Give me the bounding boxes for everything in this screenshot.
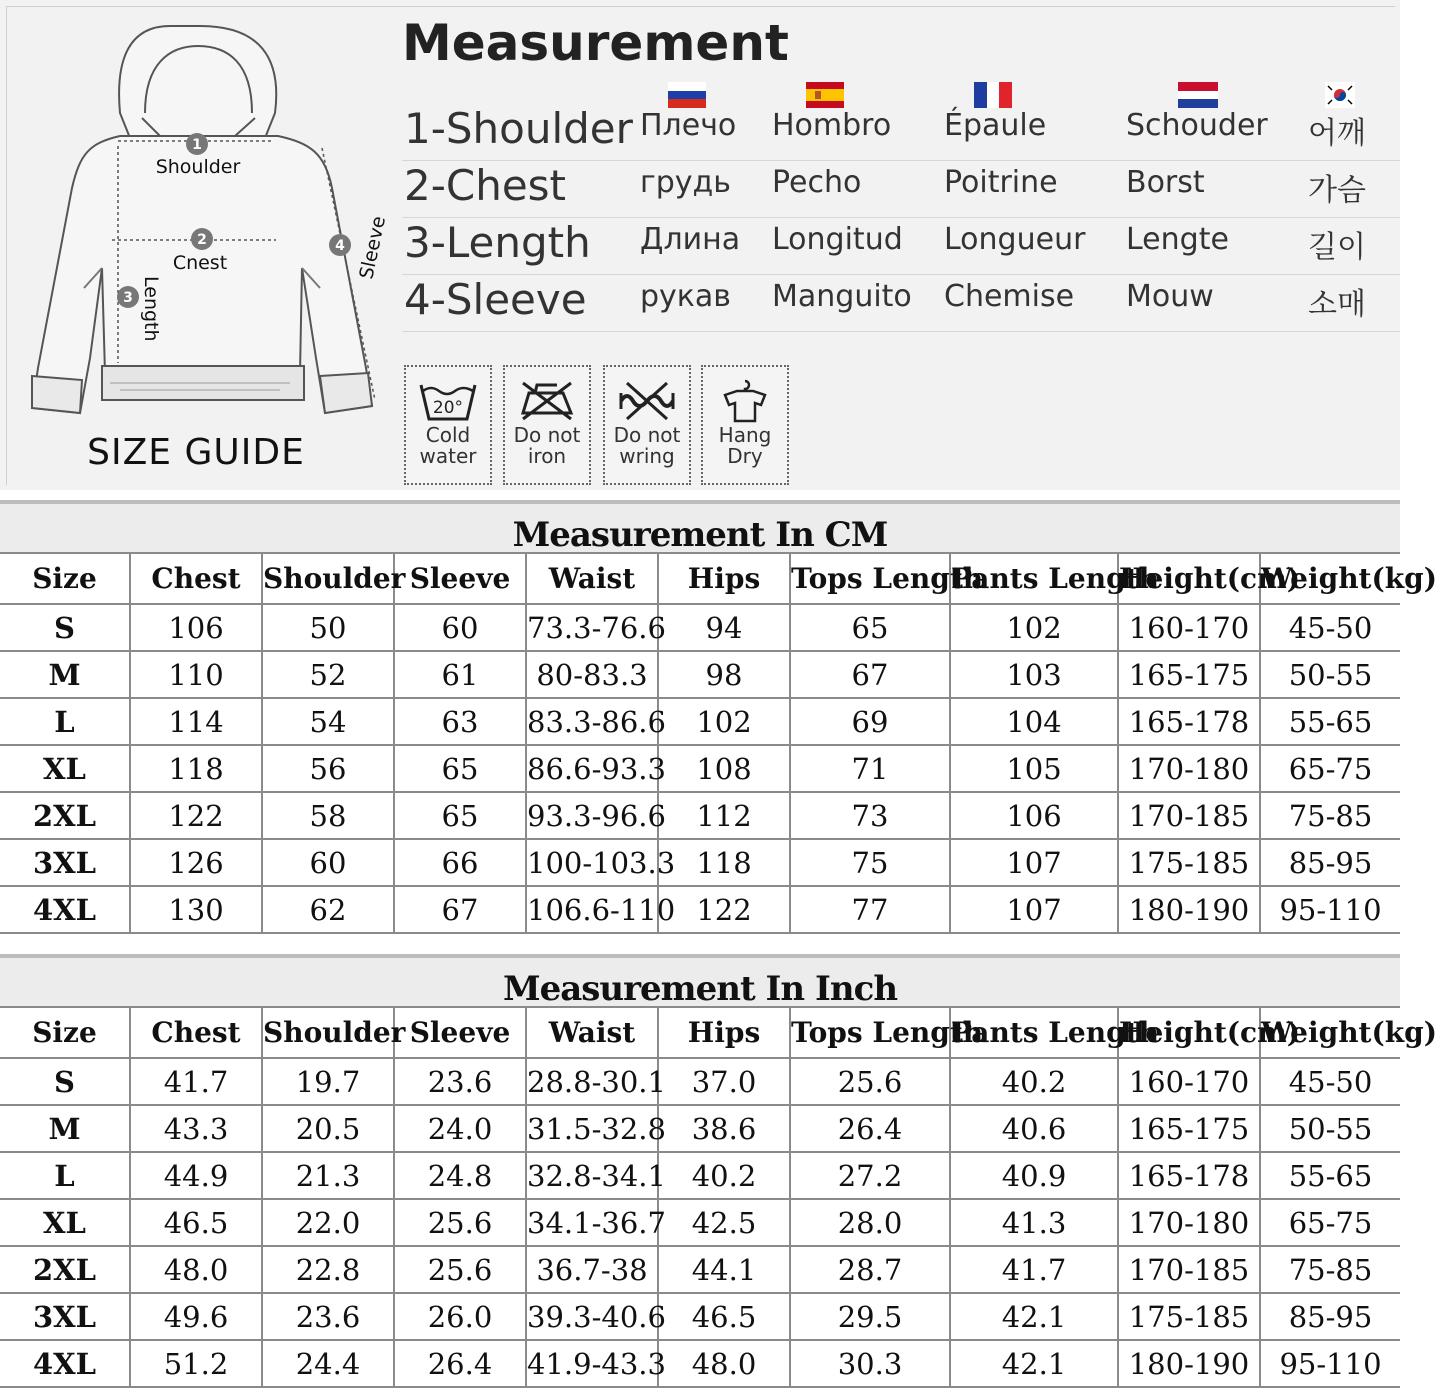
table-cell: 41.3 xyxy=(950,1199,1118,1246)
table-cell: 104 xyxy=(950,698,1118,745)
column-header: Weight(kg) xyxy=(1260,553,1400,604)
table-cell: 21.3 xyxy=(262,1152,394,1199)
table-row xyxy=(0,1105,1400,1152)
table-cell: 44.1 xyxy=(658,1246,790,1293)
table-cell: 67 xyxy=(790,651,950,698)
table-cell: 102 xyxy=(658,698,790,745)
table-cell: 75 xyxy=(790,839,950,886)
term-fr: Épaule xyxy=(944,108,1047,143)
table-cell: 122 xyxy=(130,792,262,839)
table-cell: 108 xyxy=(658,745,790,792)
size-cell: S xyxy=(0,604,130,651)
table-cell: 25.6 xyxy=(394,1246,526,1293)
care-label-line2: water xyxy=(419,444,477,468)
table-cell: 41.9-43.3 xyxy=(526,1340,658,1387)
diagram-number-1: 1 xyxy=(192,137,202,153)
table-cell: 122 xyxy=(658,886,790,933)
term-ru: Длина xyxy=(640,222,741,257)
table-cell: 105 xyxy=(950,745,1118,792)
inch-size-table xyxy=(0,954,1437,1388)
term-ru: грудь xyxy=(640,165,731,200)
table-row xyxy=(0,604,1400,651)
column-header: Size xyxy=(0,553,130,604)
table-cell: 40.6 xyxy=(950,1105,1118,1152)
hoodie-diagram xyxy=(20,18,390,428)
term-ko: 소매 xyxy=(1308,287,1366,322)
table-cell: 30.3 xyxy=(790,1340,950,1387)
table-cell: 52 xyxy=(262,651,394,698)
diagram-label-shoulder: Shoulder xyxy=(155,156,241,178)
term-ru: рукав xyxy=(640,279,731,314)
care-hang-dry xyxy=(701,365,789,485)
column-header: Hips xyxy=(658,1007,790,1058)
table-cell: 32.8-34.1 xyxy=(526,1152,658,1199)
term-ko: 길이 xyxy=(1308,230,1366,265)
table-cell: 58 xyxy=(262,792,394,839)
term-en: 3-Length xyxy=(404,218,591,267)
wash-20-icon xyxy=(417,379,479,423)
column-header: Waist xyxy=(526,1007,658,1058)
table-cell: 63 xyxy=(394,698,526,745)
table-cell: 38.6 xyxy=(658,1105,790,1152)
care-label-line1: Do not xyxy=(613,423,681,447)
term-row xyxy=(402,104,1400,161)
table-cell: 165-178 xyxy=(1118,698,1260,745)
size-cell: 2XL xyxy=(0,792,130,839)
table-cell: 65 xyxy=(394,792,526,839)
term-en: 1-Shoulder xyxy=(404,104,633,153)
table-cell: 25.6 xyxy=(394,1199,526,1246)
table-cell: 65-75 xyxy=(1260,1199,1400,1246)
table-cell: 118 xyxy=(658,839,790,886)
term-row xyxy=(402,161,1400,218)
table-cell: 20.5 xyxy=(262,1105,394,1152)
table-cell: 22.0 xyxy=(262,1199,394,1246)
term-fr: Poitrine xyxy=(944,165,1058,200)
table-cell: 160-170 xyxy=(1118,604,1260,651)
table-cell: 56 xyxy=(262,745,394,792)
diagram-number-3: 3 xyxy=(123,290,133,306)
table-cell: 170-180 xyxy=(1118,1199,1260,1246)
size-cell: 4XL xyxy=(0,886,130,933)
column-header: Waist xyxy=(526,553,658,604)
diagram-number-4: 4 xyxy=(335,238,345,254)
table-cell: 42.5 xyxy=(658,1199,790,1246)
table-cell: 22.8 xyxy=(262,1246,394,1293)
column-header: Weight(kg) xyxy=(1260,1007,1400,1058)
care-cold-water xyxy=(404,365,492,485)
table-cell: 71 xyxy=(790,745,950,792)
table-cell: 54 xyxy=(262,698,394,745)
table-cell: 23.6 xyxy=(262,1293,394,1340)
table-cell: 50-55 xyxy=(1260,651,1400,698)
table-cell: 110 xyxy=(130,651,262,698)
table-cell: 106 xyxy=(950,792,1118,839)
column-header: Chest xyxy=(130,553,262,604)
table-cell: 98 xyxy=(658,651,790,698)
table-cell: 67 xyxy=(394,886,526,933)
column-header: Shoulder xyxy=(262,1007,394,1058)
table-row xyxy=(0,745,1400,792)
term-en: 2-Chest xyxy=(404,161,567,210)
table-cell: 118 xyxy=(130,745,262,792)
table-cell: 41.7 xyxy=(950,1246,1118,1293)
table-cell: 42.1 xyxy=(950,1340,1118,1387)
table-row xyxy=(0,698,1400,745)
table-row xyxy=(0,651,1400,698)
table-cell: 106 xyxy=(130,604,262,651)
table-cell: 36.7-38 xyxy=(526,1246,658,1293)
care-label-line1: Cold xyxy=(425,423,471,447)
table-cell: 44.9 xyxy=(130,1152,262,1199)
care-label-line1: Hang xyxy=(718,423,772,447)
table-row xyxy=(0,792,1400,839)
column-header: Tops Length xyxy=(790,1007,950,1058)
term-ko: 어깨 xyxy=(1308,116,1366,151)
term-en: 4-Sleeve xyxy=(404,275,587,324)
table-cell: 165-175 xyxy=(1118,1105,1260,1152)
table-cell: 48.0 xyxy=(658,1340,790,1387)
diagram-label-chest: Cnest xyxy=(172,252,228,274)
table-cell: 28.7 xyxy=(790,1246,950,1293)
table-cell: 73 xyxy=(790,792,950,839)
table-cell: 46.5 xyxy=(658,1293,790,1340)
table-cell: 94 xyxy=(658,604,790,651)
table-cell: 40.2 xyxy=(950,1058,1118,1105)
table-cell: 45-50 xyxy=(1260,1058,1400,1105)
care-do-not-wring xyxy=(603,365,691,485)
table-cell: 175-185 xyxy=(1118,1293,1260,1340)
table-cell: 60 xyxy=(394,604,526,651)
table-cell: 107 xyxy=(950,839,1118,886)
table-cell: 26.0 xyxy=(394,1293,526,1340)
care-do-not-iron xyxy=(503,365,591,485)
table-cell: 40.9 xyxy=(950,1152,1118,1199)
size-cell: 3XL xyxy=(0,1293,130,1340)
table-cell: 41.7 xyxy=(130,1058,262,1105)
table-cell: 75-85 xyxy=(1260,1246,1400,1293)
cm-table-grid xyxy=(0,552,1437,934)
table-cell: 170-185 xyxy=(1118,792,1260,839)
table-cell: 106.6-110 xyxy=(526,886,658,933)
table-cell: 160-170 xyxy=(1118,1058,1260,1105)
size-guide-label: SIZE GUIDE xyxy=(87,432,305,473)
table-row xyxy=(0,1246,1400,1293)
hang-dry-icon xyxy=(715,379,775,423)
table-cell: 24.0 xyxy=(394,1105,526,1152)
term-ko: 가슴 xyxy=(1308,173,1366,208)
do-not-iron-icon xyxy=(517,379,577,423)
size-cell: M xyxy=(0,651,130,698)
care-label-line2: iron xyxy=(527,444,567,468)
table-cell: 24.4 xyxy=(262,1340,394,1387)
table-cell: 66 xyxy=(394,839,526,886)
table-cell: 65 xyxy=(394,745,526,792)
term-ru: Плечо xyxy=(640,108,737,143)
size-cell: XL xyxy=(0,745,130,792)
term-es: Longitud xyxy=(772,222,903,257)
table-cell: 93.3-96.6 xyxy=(526,792,658,839)
size-cell: XL xyxy=(0,1199,130,1246)
care-label-line1: Do not xyxy=(513,423,581,447)
care-label-line2: wring xyxy=(619,444,675,468)
column-header: Height(cm) xyxy=(1118,1007,1260,1058)
table-cell: 27.2 xyxy=(790,1152,950,1199)
cm-size-table xyxy=(0,500,1437,934)
table-cell: 180-190 xyxy=(1118,886,1260,933)
table-cell: 23.6 xyxy=(394,1058,526,1105)
table-cell: 29.5 xyxy=(790,1293,950,1340)
table-cell: 107 xyxy=(950,886,1118,933)
table-cell: 165-178 xyxy=(1118,1152,1260,1199)
term-es: Manguito xyxy=(772,279,912,314)
size-cell: 2XL xyxy=(0,1246,130,1293)
table-cell: 85-95 xyxy=(1260,839,1400,886)
table-cell: 103 xyxy=(950,651,1118,698)
column-header: Sleeve xyxy=(394,553,526,604)
table-cell: 49.6 xyxy=(130,1293,262,1340)
term-row xyxy=(402,275,1400,332)
size-cell: M xyxy=(0,1105,130,1152)
table-cell: 55-65 xyxy=(1260,698,1400,745)
table-cell: 126 xyxy=(130,839,262,886)
size-guide-panel xyxy=(0,0,1400,490)
term-nl: Schouder xyxy=(1126,108,1268,143)
column-header: Sleeve xyxy=(394,1007,526,1058)
do-not-wring-icon xyxy=(617,379,677,423)
table-cell: 37.0 xyxy=(658,1058,790,1105)
diagram-label-sleeve: Sleeve xyxy=(355,214,391,282)
table-cell: 26.4 xyxy=(394,1340,526,1387)
term-fr: Longueur xyxy=(944,222,1086,257)
table-cell: 83.3-86.6 xyxy=(526,698,658,745)
inch-table-grid xyxy=(0,1006,1437,1388)
table-row xyxy=(0,839,1400,886)
table-cell: 50 xyxy=(262,604,394,651)
table-cell: 75-85 xyxy=(1260,792,1400,839)
table-cell: 43.3 xyxy=(130,1105,262,1152)
table-cell: 69 xyxy=(790,698,950,745)
table-cell: 165-175 xyxy=(1118,651,1260,698)
table-cell: 28.8-30.1 xyxy=(526,1058,658,1105)
wash-temperature: 20° xyxy=(432,398,464,418)
term-nl: Mouw xyxy=(1126,279,1214,314)
table-cell: 50-55 xyxy=(1260,1105,1400,1152)
measurement-title: Measurement xyxy=(402,14,789,72)
table-cell: 80-83.3 xyxy=(526,651,658,698)
table-cell: 65-75 xyxy=(1260,745,1400,792)
inch-table-title: Measurement In Inch xyxy=(0,954,1400,1006)
table-row xyxy=(0,1340,1400,1387)
table-cell: 102 xyxy=(950,604,1118,651)
term-nl: Borst xyxy=(1126,165,1205,200)
measurement-terms xyxy=(402,104,1400,332)
table-cell: 19.7 xyxy=(262,1058,394,1105)
table-cell: 42.1 xyxy=(950,1293,1118,1340)
size-cell: 3XL xyxy=(0,839,130,886)
column-header: Pants Length xyxy=(950,553,1118,604)
diagram-number-2: 2 xyxy=(197,232,207,248)
table-cell: 28.0 xyxy=(790,1199,950,1246)
term-nl: Lengte xyxy=(1126,222,1229,257)
table-cell: 25.6 xyxy=(790,1058,950,1105)
column-header: Height(cm) xyxy=(1118,553,1260,604)
table-row xyxy=(0,1058,1400,1105)
table-cell: 34.1-36.7 xyxy=(526,1199,658,1246)
cm-table-title: Measurement In CM xyxy=(0,500,1400,552)
table-cell: 95-110 xyxy=(1260,886,1400,933)
column-header: Chest xyxy=(130,1007,262,1058)
table-cell: 86.6-93.3 xyxy=(526,745,658,792)
column-header: Shoulder xyxy=(262,553,394,604)
table-cell: 26.4 xyxy=(790,1105,950,1152)
table-cell: 170-180 xyxy=(1118,745,1260,792)
table-cell: 48.0 xyxy=(130,1246,262,1293)
table-header-row xyxy=(0,1007,1400,1058)
table-cell: 175-185 xyxy=(1118,839,1260,886)
table-cell: 85-95 xyxy=(1260,1293,1400,1340)
table-cell: 95-110 xyxy=(1260,1340,1400,1387)
table-row xyxy=(0,1293,1400,1340)
table-cell: 77 xyxy=(790,886,950,933)
care-label-line2: Dry xyxy=(727,444,763,468)
table-header-row xyxy=(0,553,1400,604)
term-es: Hombro xyxy=(772,108,892,143)
term-row xyxy=(402,218,1400,275)
table-cell: 39.3-40.6 xyxy=(526,1293,658,1340)
table-cell: 45-50 xyxy=(1260,604,1400,651)
table-cell: 40.2 xyxy=(658,1152,790,1199)
column-header: Pants Length xyxy=(950,1007,1118,1058)
table-cell: 62 xyxy=(262,886,394,933)
size-cell: L xyxy=(0,1152,130,1199)
table-cell: 180-190 xyxy=(1118,1340,1260,1387)
table-cell: 51.2 xyxy=(130,1340,262,1387)
table-cell: 60 xyxy=(262,839,394,886)
table-cell: 130 xyxy=(130,886,262,933)
table-cell: 31.5-32.8 xyxy=(526,1105,658,1152)
column-header: Size xyxy=(0,1007,130,1058)
table-cell: 170-185 xyxy=(1118,1246,1260,1293)
size-cell: 4XL xyxy=(0,1340,130,1387)
term-es: Pecho xyxy=(772,165,862,200)
table-cell: 61 xyxy=(394,651,526,698)
table-cell: 65 xyxy=(790,604,950,651)
table-cell: 73.3-76.6 xyxy=(526,604,658,651)
table-cell: 24.8 xyxy=(394,1152,526,1199)
column-header: Tops Length xyxy=(790,553,950,604)
term-fr: Chemise xyxy=(944,279,1075,314)
table-cell: 100-103.3 xyxy=(526,839,658,886)
table-cell: 114 xyxy=(130,698,262,745)
diagram-label-length: Length xyxy=(140,276,162,342)
table-row xyxy=(0,1152,1400,1199)
table-cell: 112 xyxy=(658,792,790,839)
size-cell: L xyxy=(0,698,130,745)
column-header: Hips xyxy=(658,553,790,604)
table-cell: 55-65 xyxy=(1260,1152,1400,1199)
table-row xyxy=(0,886,1400,933)
table-cell: 46.5 xyxy=(130,1199,262,1246)
size-cell: S xyxy=(0,1058,130,1105)
table-row xyxy=(0,1199,1400,1246)
